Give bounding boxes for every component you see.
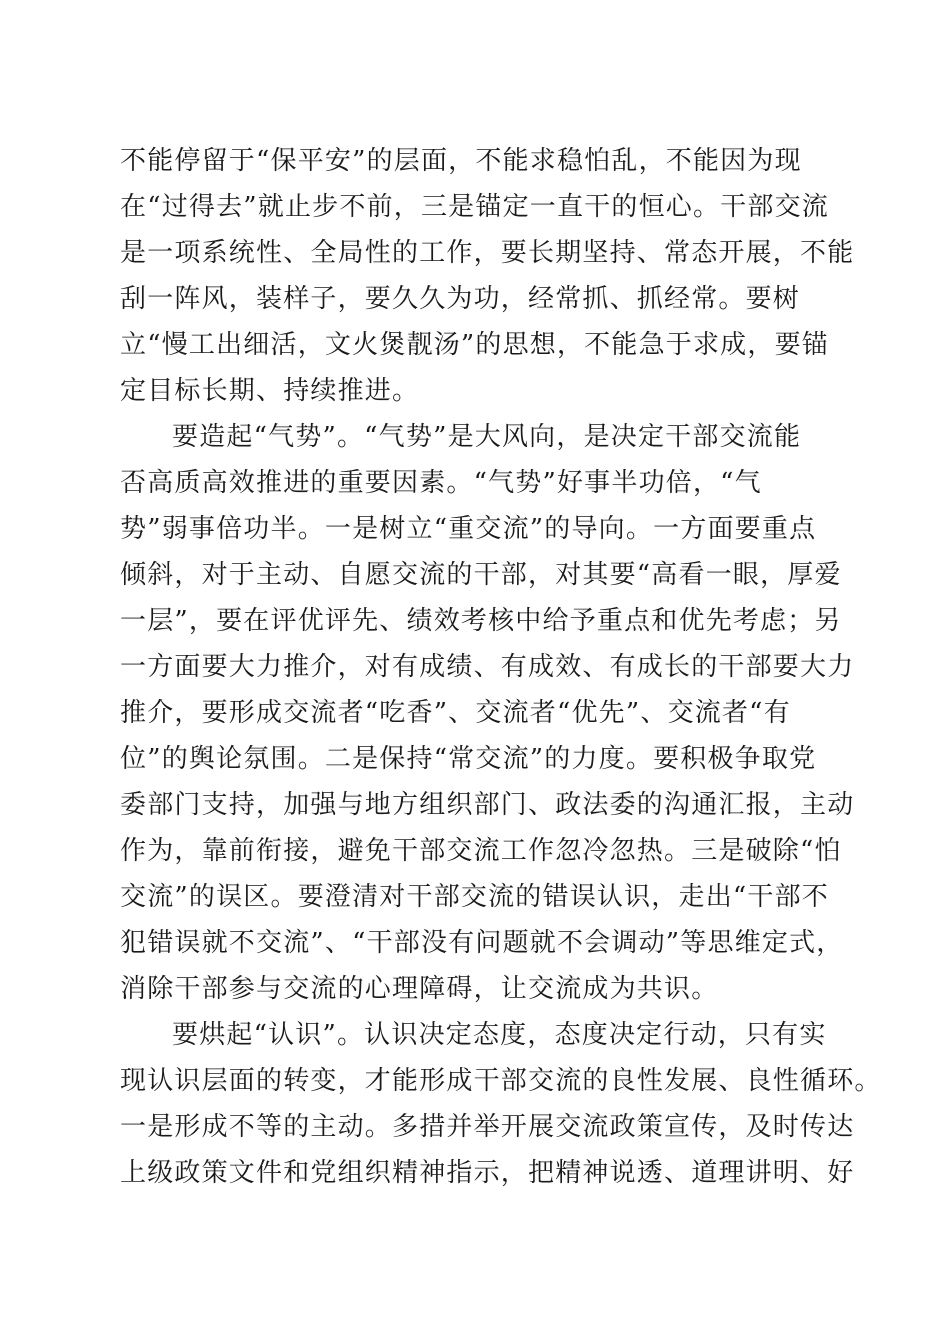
- text-line: 上级政策文件和党组织精神指示，把精神说透、道理讲明、好: [120, 1158, 855, 1188]
- text-line: 不能停留于“保平安”的层面，不能求稳怕乱，不能因为现: [120, 146, 802, 176]
- text-line: 刮一阵风，装样子，要久久为功，经常抓、抓经常。要树: [120, 284, 801, 314]
- text-line: 一方面要大力推介，对有成绩、有成效、有成长的干部要大力: [120, 652, 855, 682]
- text-line: 定目标长期、持续推进。: [120, 376, 420, 406]
- text-line: 推介，要形成交流者“吃香”、交流者“优先”、交流者“有: [120, 698, 791, 728]
- text-line: 倾斜，对于主动、自愿交流的干部，对其要“高看一眼，厚爱: [120, 560, 842, 590]
- text-line: 位”的舆论氛围。二是保持“常交流”的力度。要积极争取党: [120, 744, 817, 774]
- text-line: 现认识层面的转变，才能形成干部交流的良性发展、良性循环。: [120, 1066, 882, 1096]
- text-line: 一是形成不等的主动。多措并举开展交流政策宣传，及时传达: [120, 1112, 855, 1142]
- paragraph-start-line: 要烘起“认识”。认识决定态度，态度决定行动，只有实: [172, 1020, 827, 1050]
- text-line: 一层”，要在评优评先、绩效考核中给予重点和优先考虑；另: [120, 606, 842, 636]
- text-line: 在“过得去”就止步不前，三是锚定一直干的恒心。干部交流: [120, 192, 829, 222]
- text-line: 势”弱事倍功半。一是树立“重交流”的导向。一方面要重点: [120, 514, 817, 544]
- text-line: 委部门支持，加强与地方组织部门、政法委的沟通汇报，主动: [120, 790, 855, 820]
- text-line: 是一项系统性、全局性的工作，要长期坚持、常态开展，不能: [120, 238, 855, 268]
- paragraph-start-line: 要造起“气势”。“气势”是大风向，是决定干部交流能: [172, 422, 802, 452]
- text-line: 否高质高效推进的重要因素。“气势”好事半功倍，“气: [120, 468, 762, 498]
- text-line: 消除干部参与交流的心理障碍，让交流成为共识。: [120, 974, 719, 1004]
- text-line: 立“慢工出细活，文火煲靓汤”的思想，不能急于求成，要锚: [120, 330, 829, 360]
- text-line: 作为，靠前衔接，避免干部交流工作忽冷忽热。三是破除“怕: [120, 836, 842, 866]
- text-line: 犯错误就不交流”、“干部没有问题就不会调动”等思维定式，: [120, 928, 844, 958]
- text-line: 交流”的误区。要澄清对干部交流的错误认识，走出“干部不: [120, 882, 829, 912]
